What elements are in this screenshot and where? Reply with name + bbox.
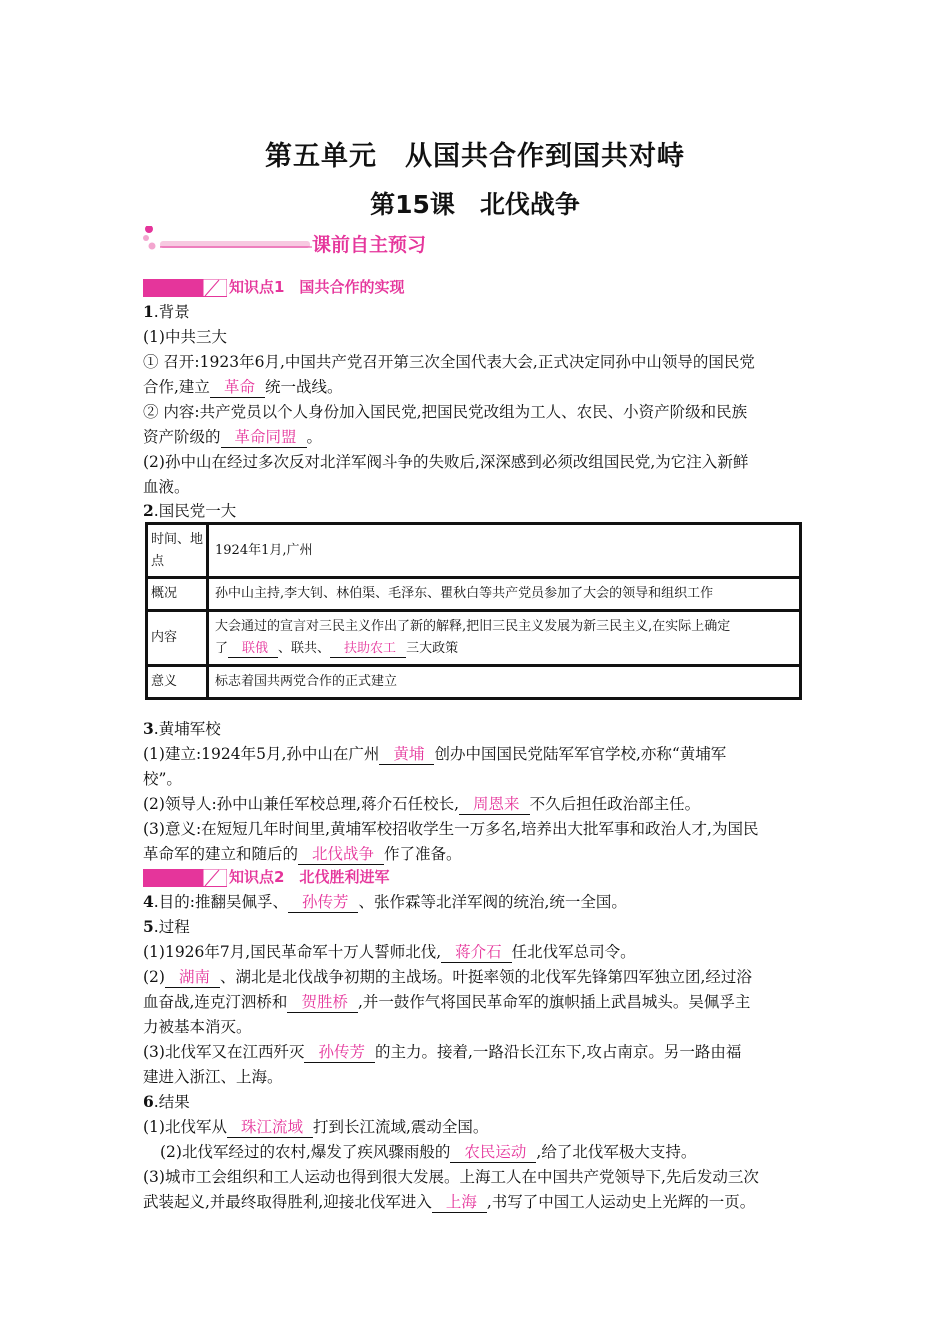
text-line: 资产阶级的 革命同盟 。 <box>143 428 323 446</box>
knowledge-point-1-label: 知识点1 国共合作的实现 <box>229 278 405 296</box>
answer-blank: 扶助农工 <box>330 641 406 658</box>
text-line: (3)北伐军又在江西歼灭 孙传芳 的主力。接着,一路沿长江东下,攻占南京。另一路由福 <box>143 1043 742 1061</box>
whampoa-heading: 3.黄埔军校 <box>143 719 221 738</box>
table-value: 大会通过的宣言对三民主义作出了新的解释,把旧三民主义发展为新三民主义,在实际上确定 了 联俄 、联共、 扶助农工 三大政策 <box>208 611 801 666</box>
text-line: 校”。 <box>143 770 182 788</box>
text-line: 革命军的建立和随后的 北伐战争 作了准备。 <box>143 845 462 863</box>
answer-blank: 孙传芳 <box>304 1042 375 1063</box>
lesson-title: 第15课 北伐战争 <box>370 190 580 219</box>
answer-blank: 湖南 <box>165 967 220 988</box>
answer-blank: 革命同盟 <box>221 427 307 448</box>
answer-blank: 贺胜桥 <box>287 992 358 1013</box>
text-line: (1)1926年7月,国民革命军十万人誓师北伐, 蒋介石 任北伐军总司令。 <box>143 943 636 961</box>
text-line: (2)北伐军经过的农村,爆发了疾风骤雨般的 农民运动 ,给了北伐军极大支持。 <box>160 1143 697 1161</box>
answer-blank: 蒋介石 <box>441 942 512 963</box>
text-line: (1)中共三大 <box>143 328 227 346</box>
text-line: 武装起义,并最终取得胜利,迎接北伐军进入 上海 ,书写了中国工人运动史上光辉的一页。 <box>143 1193 756 1211</box>
process-heading: 5.过程 <box>143 917 190 936</box>
answer-blank: 农民运动 <box>450 1142 536 1163</box>
section-title: 课前自主预习 <box>312 234 427 256</box>
text-line: (1)建立:1924年5月,孙中山在广州 黄埔 创办中国国民党陆军军官学校,亦称“黄埔军 <box>143 745 727 763</box>
text-line: (1)北伐军从 珠江流域 打到长江流域,震动全国。 <box>143 1118 489 1136</box>
kmt-congress-table <box>145 522 802 700</box>
table-key: 概况 <box>147 578 208 611</box>
knowledge-point-2-header <box>143 866 563 888</box>
knowledge-point-2-label: 知识点2 北伐胜利进军 <box>229 868 390 886</box>
table-value: 标志着国共两党合作的正式建立 <box>208 666 801 699</box>
text-line: 合作,建立 革命 统一战线。 <box>143 378 343 396</box>
table-key: 时间、地点 <box>147 524 208 578</box>
answer-blank: 北伐战争 <box>298 844 384 865</box>
answer-blank: 联俄 <box>228 641 278 658</box>
kmt-congress-heading: 2.国民党一大 <box>143 501 237 520</box>
result-heading: 6.结果 <box>143 1092 190 1111</box>
text-line: ① 召开:1923年6月,中国共产党召开第三次全国代表大会,正式决定同孙中山领导的国民党 <box>143 353 755 371</box>
text-line: 建进入浙江、上海。 <box>143 1068 283 1086</box>
table-value: 孙中山主持,李大钊、林伯渠、毛泽东、瞿秋白等共产党员参加了大会的领导和组织工作 <box>208 578 801 611</box>
section-banner <box>140 226 460 260</box>
answer-blank: 孙传芳 <box>288 892 359 913</box>
text-line: 血液。 <box>143 478 190 496</box>
answer-blank: 革命 <box>210 377 265 398</box>
answer-blank: 周恩来 <box>459 794 530 815</box>
text-line: 力被基本消灭。 <box>143 1018 252 1036</box>
text-line: (2)领导人:孙中山兼任军校总理,蒋介石任校长, 周恩来 不久后担任政治部主任。 <box>143 795 701 813</box>
table-value: 1924年1月,广州 <box>208 524 801 578</box>
text-line: (2)孙中山在经过多次反对北洋军阀斗争的失败后,深深感到必须改组国民党,为它注入新鲜 <box>143 453 749 471</box>
table-row <box>147 666 801 699</box>
table-row <box>147 578 801 611</box>
text-line: (2) 湖南 、湖北是北伐战争初期的主战场。叶挺率领的北伐军先锋第四军独立团,经过浴 <box>143 968 752 986</box>
background-heading: 1.背景 <box>143 302 190 321</box>
text-line: (3)城市工会组织和工人运动也得到很大发展。上海工人在中国共产党领导下,先后发动三次 <box>143 1168 759 1186</box>
purpose-line: 4.目的:推翻吴佩孚、 孙传芳 、张作霖等北洋军阀的统治,统一全国。 <box>143 892 627 911</box>
answer-blank: 上海 <box>432 1192 487 1213</box>
banner-decoration-icon <box>140 226 315 260</box>
knowledge-point-1-header <box>143 276 563 298</box>
table-row <box>147 524 801 578</box>
answer-blank: 珠江流域 <box>227 1117 313 1138</box>
unit-title: 第五单元 从国共合作到国共对峙 <box>265 141 685 172</box>
kp-tag-icon <box>143 869 227 887</box>
table-key: 内容 <box>147 611 208 666</box>
text-line: (3)意义:在短短几年时间里,黄埔军校招收学生一万多名,培养出大批军事和政治人才,为国民 <box>143 820 759 838</box>
kp-tag-icon <box>143 279 227 297</box>
table-key: 意义 <box>147 666 208 699</box>
answer-blank: 黄埔 <box>379 744 434 765</box>
text-line: ② 内容:共产党员以个人身份加入国民党,把国民党改组为工人、农民、小资产阶级和民族 <box>143 403 748 421</box>
text-line: 血奋战,连克汀泗桥和 贺胜桥 ,并一鼓作气将国民革命军的旗帜插上武昌城头。吴佩孚主 <box>143 993 751 1011</box>
table-row <box>147 611 801 666</box>
